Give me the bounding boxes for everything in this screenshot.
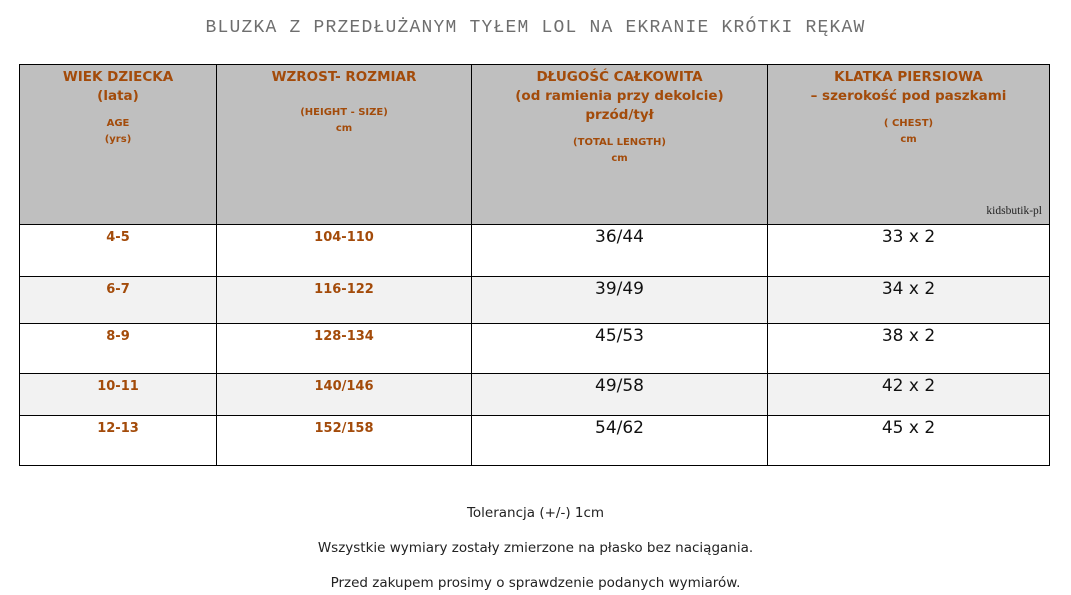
header-height-en: (HEIGHT - SIZE) [300,107,388,118]
cell-chest: 42 x 2 [768,374,1050,416]
header-chest-en: ( CHEST) [883,118,934,129]
table-row [20,277,1050,324]
cell-chest: 33 x 2 [768,225,1050,277]
cell-length: 36/44 [472,225,768,277]
size-table [19,64,1050,466]
cell-age: 8-9 [20,324,217,374]
header-age-title: WIEK DZIECKA [62,69,174,85]
check-note: Przed zakupem prosimy o sprawdzenie podanych wymiarów. [330,575,741,591]
cell-height: 152/158 [217,416,472,466]
header-age-en-unit: (yrs) [104,134,132,145]
header-length-title: DŁUGOŚĆ CAŁKOWITA [536,69,703,85]
header-chest [768,65,1050,225]
header-length-en: (TOTAL LENGTH) [573,137,666,148]
watermark-text: kidsbutik-pl [986,205,1042,217]
table-row [20,416,1050,466]
header-chest-title: KLATKA PIERSIOWA [834,69,983,85]
table-row [20,324,1050,374]
cell-length: 49/58 [472,374,768,416]
page-title: BLUZKA Z PRZEDŁUŻANYM TYŁEM LOL NA EKRANIE KRÓTKI RĘKAW [205,18,866,38]
cell-age: 6-7 [20,277,217,324]
cell-length: 45/53 [472,324,768,374]
header-length-unit: cm [611,153,628,164]
header-height [217,65,472,225]
cell-age: 4-5 [20,225,217,277]
table-row [20,225,1050,277]
header-age-en: AGE [106,118,130,129]
header-chest-desc: – szerokość pod paszkami [810,88,1007,104]
tolerance-note: Tolerancja (+/-) 1cm [466,505,605,521]
cell-height: 104-110 [217,225,472,277]
table-header-row [20,65,1050,225]
cell-age: 10-11 [20,374,217,416]
header-age-unit: (lata) [97,88,139,104]
cell-length: 54/62 [472,416,768,466]
header-age [20,65,217,225]
cell-length: 39/49 [472,277,768,324]
header-height-title: WZROST- ROZMIAR [271,69,417,85]
header-length-front-back: przód/tył [585,107,654,123]
header-length-desc: (od ramienia przy dekolcie) [515,88,724,104]
cell-height: 128-134 [217,324,472,374]
cell-height: 116-122 [217,277,472,324]
cell-chest: 45 x 2 [768,416,1050,466]
cell-height: 140/146 [217,374,472,416]
header-height-unit: cm [335,123,353,134]
cell-chest: 34 x 2 [768,277,1050,324]
table-row [20,374,1050,416]
header-length [472,65,768,225]
cell-age: 12-13 [20,416,217,466]
cell-chest: 38 x 2 [768,324,1050,374]
header-chest-unit: cm [900,134,917,145]
measurement-note: Wszystkie wymiary zostały zmierzone na płasko bez naciągania. [317,540,754,556]
